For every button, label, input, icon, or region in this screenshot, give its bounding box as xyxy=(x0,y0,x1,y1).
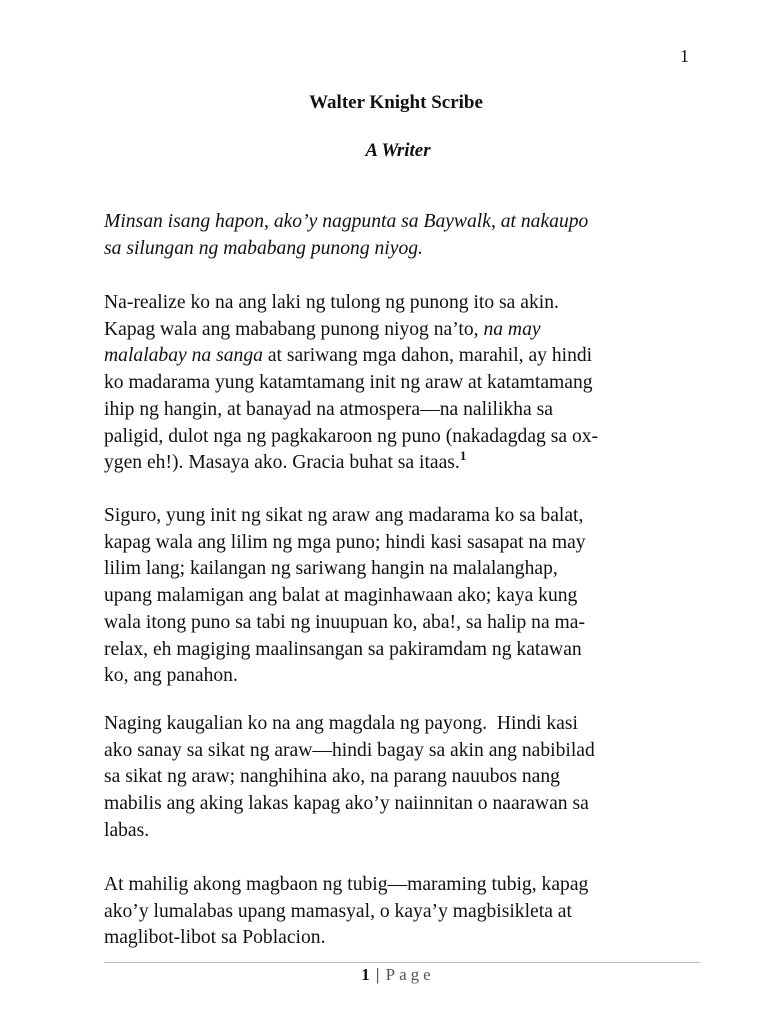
footer-page-number: 1 xyxy=(361,965,370,984)
text-line: Minsan isang hapon, ako’y nagpunta sa Baywalk, at nakaupo xyxy=(104,211,589,232)
document-subtitle: A Writer xyxy=(365,140,431,161)
paragraph-2 xyxy=(104,290,704,477)
text-line: ko madarama yung katamtamang init ng araw at katamtamang xyxy=(104,372,593,394)
text-line: labas. xyxy=(104,819,150,841)
text-line xyxy=(104,317,704,344)
text-line: At mahilig akong magbaon ng tubig—maraming tubig, kapag xyxy=(104,874,589,895)
document-title: Walter Knight Scribe xyxy=(309,92,483,113)
text-line: kapag wala ang lilim ng mga puno; hindi kasi sasapat na may xyxy=(104,531,586,553)
footer-divider xyxy=(104,962,700,963)
text-line: ako’y lumalabas upang mamasyal, o kaya’y magbisikleta at xyxy=(104,900,572,922)
paragraph-1 xyxy=(104,209,704,262)
text-run: at sariwang mga dahon, marahil, ay hindi xyxy=(262,345,593,367)
paragraph-4 xyxy=(104,711,704,845)
paragraph-5 xyxy=(104,872,704,952)
paragraph-3 xyxy=(104,503,704,690)
italic-run: malalabay na sanga xyxy=(104,345,263,367)
text-line: ako sanay sa sikat ng araw—hindi bagay sa akin ang nabibilad xyxy=(104,739,595,761)
text-line xyxy=(104,343,704,370)
text-line: ihip ng hangin, at banayad na atmospera—na nalilikha sa xyxy=(104,398,553,420)
footer-page-label: Page xyxy=(385,965,435,984)
text-line: Na-realize ko na ang laki ng tulong ng punong ito sa akin. xyxy=(104,292,559,313)
header-page-number: 1 xyxy=(680,46,689,66)
text-line: sa sikat ng araw; nanghihina ako, na parang nauubos nang xyxy=(104,766,560,788)
italic-run: na may xyxy=(483,318,541,340)
text-line: maglibot-libot sa Poblacion. xyxy=(104,927,326,949)
footer-separator: | xyxy=(376,965,380,984)
page-footer xyxy=(0,965,768,985)
text-line: wala itong puno sa tabi ng inuupuan ko, aba!, sa halip na ma- xyxy=(104,611,586,633)
text-line: lilim lang; kailangan ng sariwang hangin na malalanghap, xyxy=(104,558,558,580)
text-line: paligid, dulot nga ng pagkakaroon ng puno (nakadagdag sa ox- xyxy=(104,425,599,447)
text-line: sa silungan ng mababang punong niyog. xyxy=(104,237,423,259)
text-line: relax, eh magiging maalinsangan sa pakiramdam ng katawan xyxy=(104,638,582,660)
text-line: Naging kaugalian ko na ang magdala ng payong. Hindi kasi xyxy=(104,713,578,734)
text-line: upang malamigan ang balat at maginhawaan ako; kaya kung xyxy=(104,585,578,607)
footnote-reference[interactable]: 1 xyxy=(459,448,467,464)
text-line: mabilis ang aking lakas kapag ako’y naiinnitan o naarawan sa xyxy=(104,793,589,815)
text-run: Kapag wala ang mababang punong niyog na’to, xyxy=(104,318,484,340)
text-line: Siguro, yung init ng sikat ng araw ang madarama ko sa balat, xyxy=(104,505,584,526)
text-line xyxy=(104,450,704,477)
text-run: ygen eh!). Masaya ako. Gracia buhat sa itaas. xyxy=(104,452,460,474)
text-line: ko, ang panahon. xyxy=(104,665,238,687)
